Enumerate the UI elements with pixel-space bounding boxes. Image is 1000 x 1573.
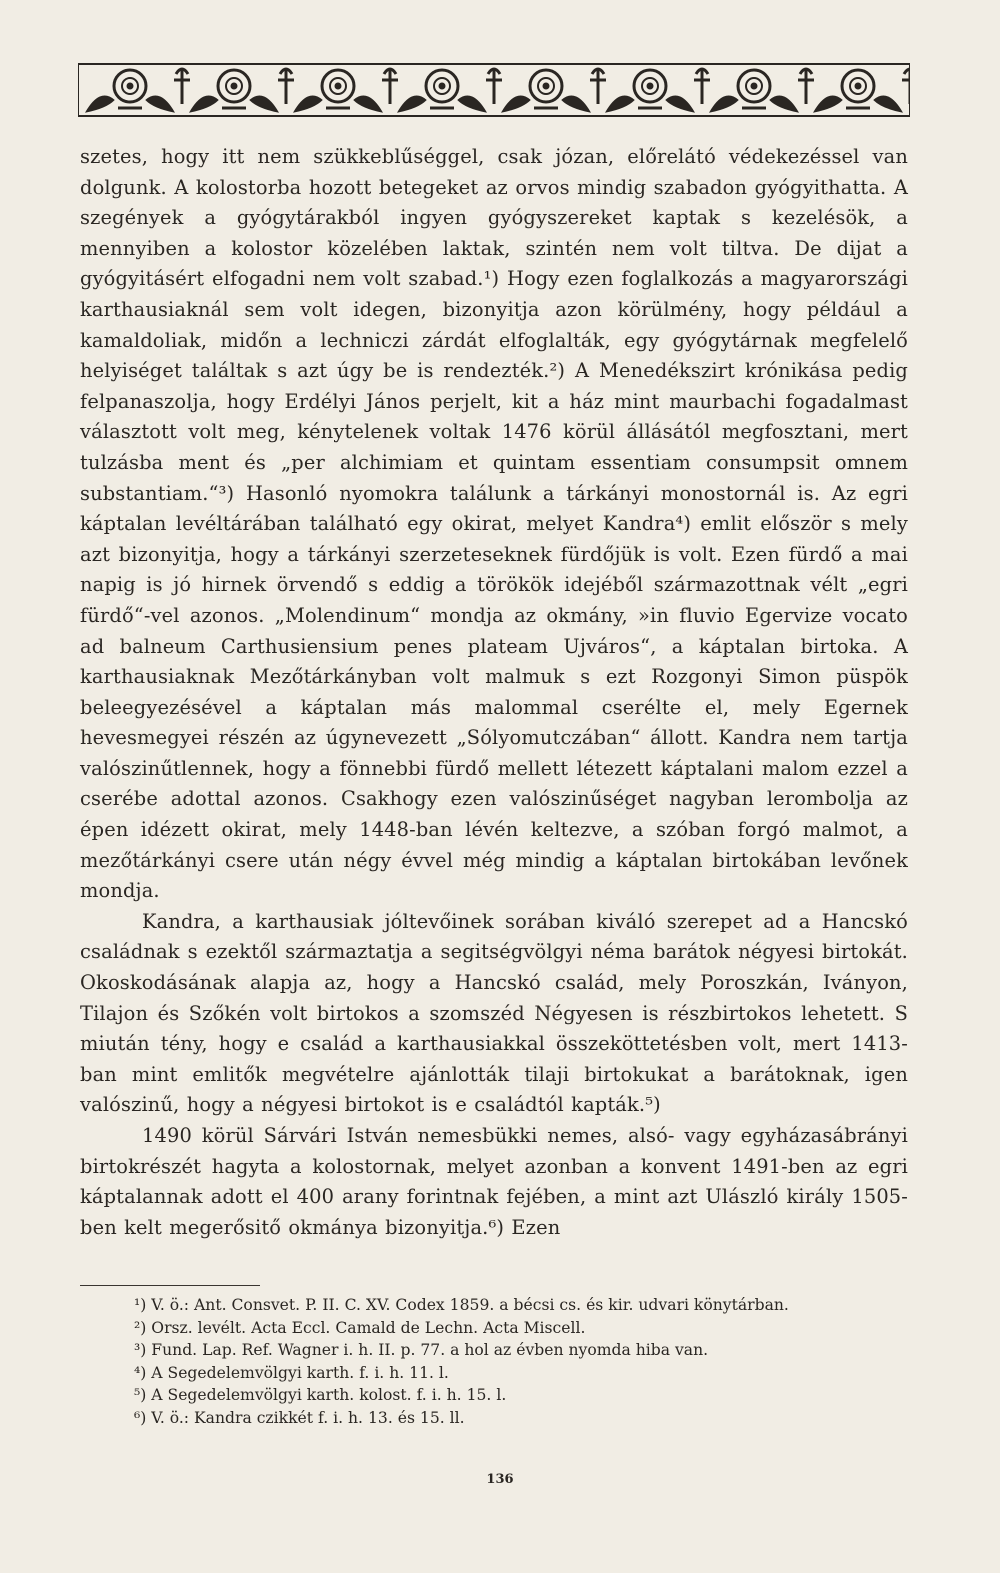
- paragraph: 1490 körül Sárvári István nemesbükki nemes, alsó- vagy egyházasábrányi birtokrészét hagyta a kolostornak, melyet azonban a konvent 1491-ben az egri káptalannak adott el 400 arany forintnak fejében, a mint azt Ulászló király 1505-ben kelt megerősitő okmánya bizonyitja.⁶) Ezen: [80, 1124, 908, 1239]
- footnote: ²) Orsz. levélt. Acta Eccl. Camald de Lechn. Acta Miscell.: [134, 1318, 586, 1337]
- footnote: ⁵) A Segedelemvölgyi karth. kolost. f. i. h. 15. l.: [134, 1386, 507, 1405]
- footnote: ¹) V. ö.: Ant. Consvet. P. II. C. XV. Codex 1859. a bécsi cs. és kir. udvari könytárban.: [134, 1296, 789, 1314]
- footnote: ⁴) A Segedelemvölgyi karth. f. i. h. 11. l.: [134, 1363, 449, 1382]
- paragraph: szetes, hogy itt nem szükkeblűséggel, csak józan, előrelátó védekezéssel van dolgunk. A kolostorba hozott betegeket az orvos mindig szabadon gyógyithatta. A szegények a gyógytárakból ingyen gyógyszereket kaptak s kezelésök, a mennyiben a kolostor közelében laktak, szintén nem volt tiltva. De dijat a gyógyitásért elfogadni nem volt szabad.¹) Hogy ezen foglalkozás a magyarországi karthausiaknál sem volt idegen, bizonyitja azon körülmény, hogy például a kamaldoliak, midőn a lechniczi zárdát elfoglalták, egy gyógytárnak megfelelő helyiséget találtak s azt úgy be is rendezték.²) A Menedékszirt krónikása pedig felpanaszolja, hogy Erdélyi János perjelt, kit a ház mint maurbachi fogadalmast választott volt meg, kénytelenek voltak 1476 körül állásától megfosztani, mert tulzásba ment és „per alchimiam et quintam essentiam consumpsit omnem substantiam.“³) Hasonló nyomokra találunk a tárkányi monostornál is. Az egri káptalan levéltárában található egy okirat, melyet Kandra⁴) emlit először s mely azt bizonyitja, hogy a tárkányi szerzeteseknek fürdőjük is volt. Ezen fürdő a mai napig is jó hirnek örvendő s eddig a törökök idejéből származottnak vélt „egri fürdő“-vel azonos. „Molendinum“ mondja az okmány, »in fluvio Egervize vocato ad balneum Carthusiensium penes plateam Ujváros“, a káptalan birtoka. A karthausiaknak Mezőtárkányban volt malmuk s ezt Rozgonyi Simon püspök beleegyezésével a káptalan más malommal cserélte el, mely Egernek hevesmegyei részén az úgynevezett „Sólyomutczában“ állott. Kandra nem tartja valószinűtlennek, hogy a fönnebbi fürdő mellett létezett káptalani malom ezzel a cserébe adottal azonos. Csakhogy ezen valószinűséget nagyban lerombolja az épen idézett okirat, mely 1448-ban lévén keltezve, a szóban forgó malmot, a mezőtárkányi csere után négy évvel még mindig a káptalan birtokában levőnek mondja.: [80, 145, 908, 903]
- footnotes: [80, 1294, 908, 1430]
- page-number: 136: [486, 1472, 514, 1487]
- footnote: ⁶) V. ö.: Kandra czikkét f. i. h. 13. és 15. ll.: [134, 1408, 465, 1427]
- footnote-rule: [80, 1285, 260, 1286]
- paragraph: Kandra, a karthausiak jóltevőinek sorában kiváló szerepet ad a Hancskó családnak s ezektől származtatja a segitségvölgyi néma barátok négyesi birtokát. Okoskodásának alapja az, hogy a Hancskó család, mely Poroszkán, Iványon, Tilajon és Szőkén volt birtokos a szomszéd Négyesen is részbirtokos lehetett. S miután tény, hogy e család a karthausiakkal összeköttetésben volt, mert 1413-ban mint emlitők megvételre ajánlották tilaji birtokukat a barátoknak, igen valószinű, hogy a négyesi birtokot is e családtól kapták.⁵): [80, 909, 908, 1117]
- main-text: [80, 142, 908, 1243]
- floral-border-ornament-icon: [78, 58, 910, 118]
- footnote: ³) Fund. Lap. Ref. Wagner i. h. II. p. 77. a hol az évben nyomda hiba van.: [134, 1341, 709, 1360]
